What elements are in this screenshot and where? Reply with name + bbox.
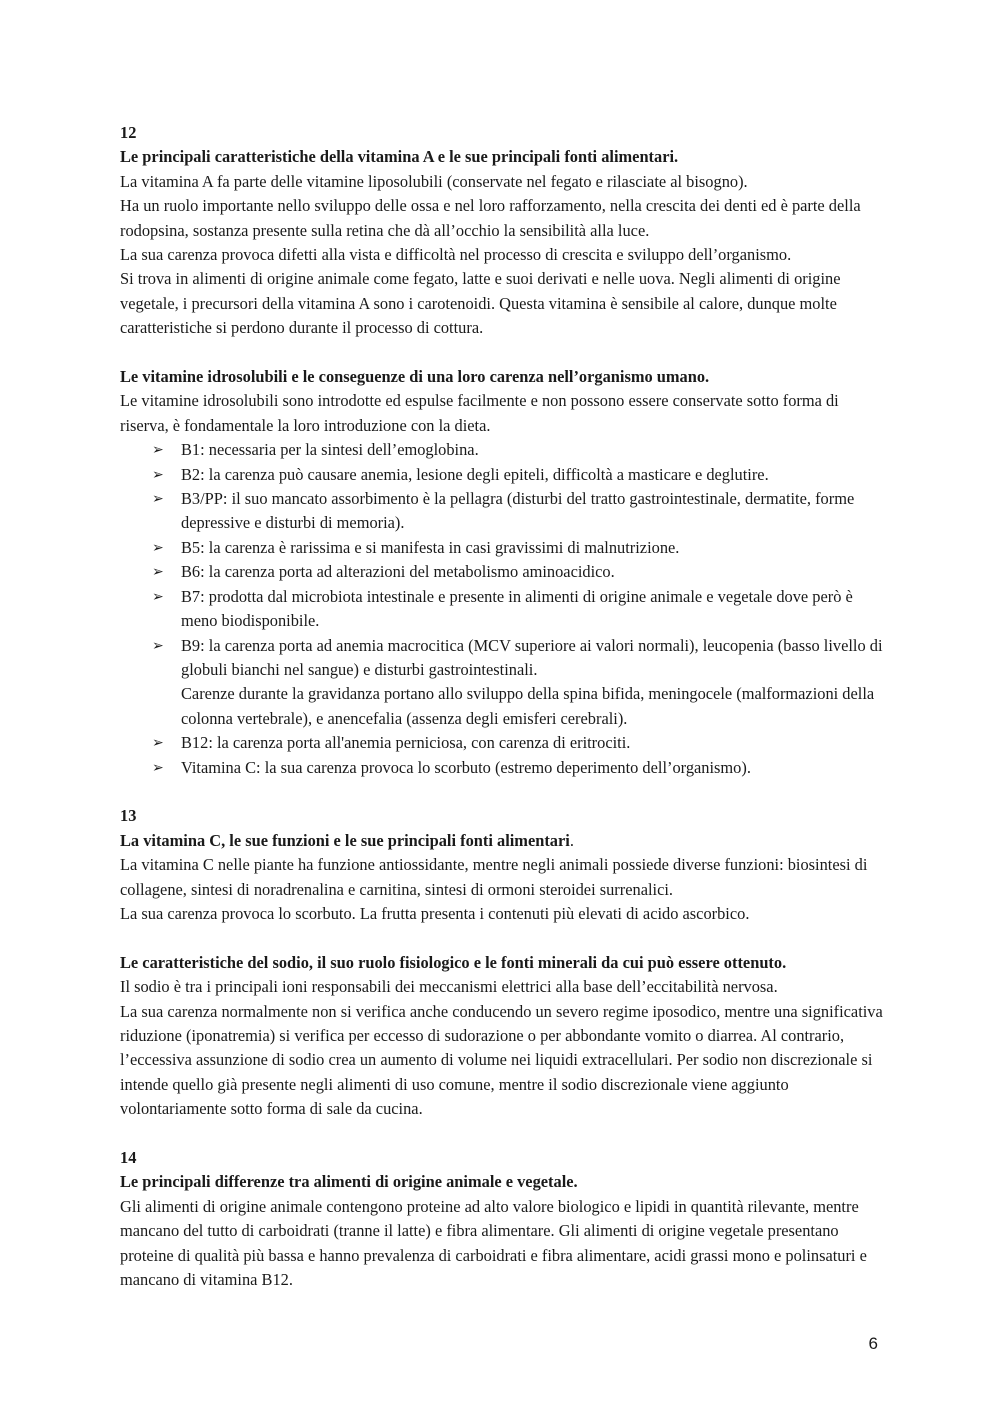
list-item-text: B1: necessaria per la sintesi dell’emoglobina. xyxy=(181,440,479,460)
paragraph: La vitamina A fa parte delle vitamine liposolubili (conservate nel fegato e rilasciate al bisogno). xyxy=(120,171,748,191)
heading-suffix: . xyxy=(569,830,574,850)
list-item xyxy=(152,438,890,462)
paragraph: La vitamina C nelle piante ha funzione antiossidante, mentre negli animali possiede diverse funzioni: biosintesi di collagene, sintesi di noradrenalina e carnitina, sintesi di ormoni steroidei surrenalici. xyxy=(120,855,868,899)
paragraph: Si trova in alimenti di origine animale come fegato, latte e suoi derivati e nelle uova. Negli alimenti di origine vegetale, i precursori della vitamina A sono i carotenoidi. Questa vitamina è sensibile al calore, dunque molte caratteristiche si perdono durante il processo di cottura. xyxy=(120,269,841,338)
list-item xyxy=(152,487,890,536)
list-item xyxy=(152,560,890,584)
list-item xyxy=(152,585,890,634)
arrow-bullet-icon: ➢ xyxy=(152,735,164,752)
list-item xyxy=(152,731,890,755)
arrow-bullet-icon: ➢ xyxy=(152,466,164,483)
paragraph: La sua carenza provoca difetti alla vista e difficoltà nel processo di crescita e sviluppo dell’organismo. xyxy=(120,245,792,265)
arrow-bullet-icon: ➢ xyxy=(152,588,164,605)
list-item xyxy=(152,536,890,560)
section-number: 12 xyxy=(120,123,137,142)
spacer xyxy=(120,780,890,804)
list-item-text: B6: la carenza porta ad alterazioni del metabolismo aminoacidico. xyxy=(181,562,615,582)
question-heading-line xyxy=(120,829,890,853)
list-item-text: Carenze durante la gravidanza portano allo sviluppo della spina bifida, meningocele (malformazioni della colonna vertebrale), e anencefalia (assenza degli emisferi cerebrali). xyxy=(181,684,875,728)
list-item-text: Vitamina C: la sua carenza provoca lo scorbuto (estremo deperimento dell’organismo). xyxy=(181,757,751,777)
list-item xyxy=(152,463,890,487)
list-item-text: B12: la carenza porta all'anemia perniciosa, con carenza di eritrociti. xyxy=(181,733,631,753)
arrow-bullet-icon: ➢ xyxy=(152,637,164,654)
arrow-bullet-icon: ➢ xyxy=(152,442,164,459)
arrow-bullet-icon: ➢ xyxy=(152,564,164,581)
spacer xyxy=(120,341,890,365)
paragraph: La sua carenza provoca lo scorbuto. La frutta presenta i contenuti più elevati di acido ascorbico. xyxy=(120,903,750,923)
section-number: 14 xyxy=(120,1148,137,1167)
paragraph: Il sodio è tra i principali ioni responsabili dei meccanismi elettrici alla base dell’eccitabilità nervosa. xyxy=(120,977,778,997)
list-item-text: B9: la carenza porta ad anemia macrocitica (MCV superiore ai valori normali), leucopenia (basso livello di globuli bianchi nel sangue) e disturbi gastrointestinali. xyxy=(181,635,883,679)
page-number: 6 xyxy=(868,1334,878,1353)
section-14 xyxy=(120,1146,890,1292)
paragraph: Ha un ruolo importante nello sviluppo delle ossa e nel loro rafforzamento, nella crescita dei denti ed è parte della rodopsina, sostanza presente sulla retina che dà all’occhio la sensibilità alla luce. xyxy=(120,196,861,240)
question-heading: Le principali differenze tra alimenti di origine animale e vegetale. xyxy=(120,1172,578,1192)
arrow-bullet-icon: ➢ xyxy=(152,539,164,556)
question-heading: Le vitamine idrosolubili e le conseguenze di una loro carenza nell’organismo umano. xyxy=(120,367,710,387)
section-12 xyxy=(120,121,890,804)
section-number: 13 xyxy=(120,806,137,826)
list-item-text: B2: la carenza può causare anemia, lesione degli epiteli, difficoltà a masticare e deglutire. xyxy=(181,464,769,484)
question-heading: Le caratteristiche del sodio, il suo ruolo fisiologico e le fonti minerali da cui può essere ottenuto. xyxy=(120,952,787,972)
section-13 xyxy=(120,804,890,1146)
paragraph: La sua carenza normalmente non si verifica anche conducendo un severo regime iposodico, mentre una significativa riduzione (iponatremia) si verifica per eccesso di sudorazione o per abbondante vomito o diarrea. Al contrario, l’eccessiva assunzione di sodio crea un aumento di volume nei liquidi extracellulari. Per sodio non discrezionale si intende quello già presente negli alimenti di uso comune, mentre il sodio discrezionale viene aggiunto volontariamente sotto forma di sale da cucina. xyxy=(120,1001,883,1119)
list-item-text: B5: la carenza è rarissima e si manifesta in casi gravissimi di malnutrizione. xyxy=(181,537,680,557)
question-heading: La vitamina C, le sue funzioni e le sue principali fonti alimentari xyxy=(120,830,570,850)
list-item-text: B3/PP: il suo mancato assorbimento è la pellagra (disturbi del tratto gastrointestinale, dermatite, forme depressive e disturbi di memoria). xyxy=(181,489,855,533)
spacer xyxy=(120,926,890,950)
vitamin-list xyxy=(120,438,890,780)
question-heading: Le principali caratteristiche della vitamina A e le sue principali fonti alimentari. xyxy=(120,147,679,167)
arrow-bullet-icon: ➢ xyxy=(152,759,164,776)
list-item xyxy=(152,634,890,732)
list-item-text: B7: prodotta dal microbiota intestinale e presente in alimenti di origine animale e vegetale dove però è meno biodisponibile. xyxy=(181,586,853,631)
paragraph: Le vitamine idrosolubili sono introdotte ed espulse facilmente e non possono essere conservate sotto forma di riserva, è fondamentale la loro introduzione con la dieta. xyxy=(120,391,839,435)
document-page xyxy=(120,121,890,1292)
list-item xyxy=(152,756,890,780)
paragraph: Gli alimenti di origine animale contengono proteine ad alto valore biologico e lipidi in quantità rilevante, mentre mancano del tutto di carboidrati (tranne il latte) e fibra alimentare. Gli alimenti di origine vegetale presentano proteine di qualità più bassa e hanno prevalenza di carboidrati e fibra alimentare, acidi grassi mono e polinsaturi e mancano di vitamina B12. xyxy=(120,1196,867,1290)
spacer xyxy=(120,1122,890,1146)
arrow-bullet-icon: ➢ xyxy=(152,491,164,508)
